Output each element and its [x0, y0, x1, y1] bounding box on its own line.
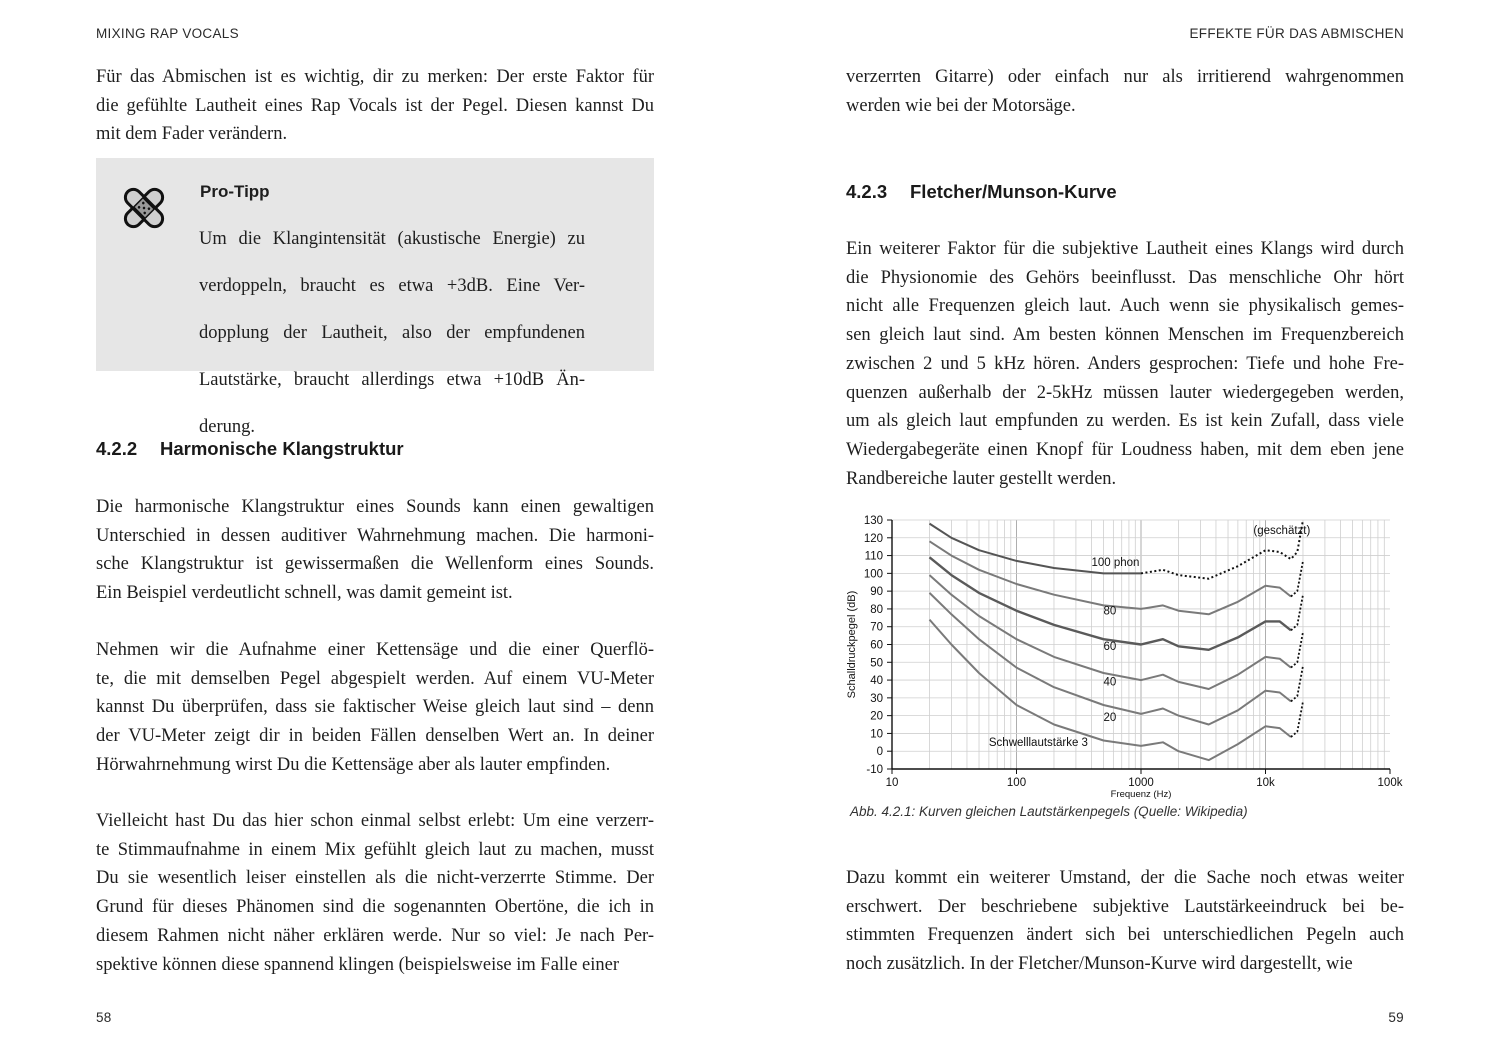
running-header-left: MIXING RAP VOCALS — [96, 26, 239, 41]
fletcher-munson-chart — [840, 510, 1410, 800]
text-line: Ein weiterer Faktor für die subjektive Lautheit eines Klangs wird durch — [846, 239, 1404, 259]
right-intro-paragraph — [846, 63, 1404, 120]
section-heading-4-2-3 — [846, 181, 1117, 203]
y-tick-label: 0 — [876, 746, 883, 759]
pro-tip-title: Pro-Tipp — [200, 182, 270, 201]
curve-label: 60 — [1103, 640, 1117, 653]
text-line: Um die Klangintensität (akustische Energie) zu — [199, 228, 585, 249]
curve-tail-estimated — [1291, 701, 1303, 737]
x-tick-label: 100 — [1006, 777, 1027, 789]
curve-label: 100 phon — [1091, 557, 1140, 570]
text-line: Ein Beispiel verdeutlicht schnell, was damit gemeint ist. — [96, 583, 513, 604]
text-line: nicht alle Frequenzen gleich laut. Auch wenn sie physikalisch gemes- — [846, 296, 1404, 317]
text-line: Lautstärke, braucht allerdings etwa +10dB Än- — [199, 370, 585, 391]
right-paragraph-1 — [846, 235, 1404, 493]
text-line: Wiedergabegeräte einen Knopf für Loudness haben, mit dem eben jene — [846, 439, 1404, 460]
text-line: derung. — [199, 417, 255, 438]
text-line: die Physionomie des Gehörs beeinflusst. Das menschliche Ohr hört — [846, 267, 1404, 288]
text-line: noch zusätzlich. In der Fletcher/Munson-Kurve wird dargestellt, wie — [846, 954, 1353, 975]
estimated-annotation: (geschätzt) — [1253, 525, 1311, 538]
pro-tip-body — [199, 206, 585, 461]
text-line: Nehmen wir die Aufnahme einer Kettensäge und die einer Querflö- — [96, 640, 654, 660]
text-line: verzerrten Gitarre) oder einfach nur als irritierend wahrgenommen — [846, 67, 1404, 87]
text-line: Für das Abmischen ist es wichtig, dir zu merken: Der erste Faktor für — [96, 67, 654, 87]
text-line: kannst Du überprüfen, dass sie faktischer Weise gleich laut sind – denn — [96, 697, 654, 718]
text-line: Randbereiche lauter gestellt werden. — [846, 468, 1117, 489]
running-header-right: EFFEKTE FÜR DAS ABMISCHEN — [1189, 26, 1404, 41]
x-tick-label: 100k — [1377, 777, 1403, 789]
figure-caption: Abb. 4.2.1: Kurven gleichen Lautstärkenpegels (Quelle: Wikipedia) — [850, 804, 1248, 819]
y-tick-label: 110 — [864, 550, 883, 563]
curve-label: Schwelllautstärke 3 — [988, 736, 1088, 749]
text-line: te, die mit demselben Pegel abgespielt werden. Auf einem VU-Meter — [96, 668, 654, 689]
left-paragraph-1 — [96, 493, 654, 608]
text-line: spektive können diese spannend klingen (beispielsweise im Falle einer — [96, 954, 620, 975]
curve-tail-estimated — [1291, 595, 1303, 631]
text-line: quenzen außerhalb der 2-5kHz müssen lauter wiedergegeben werden, — [846, 382, 1404, 403]
text-line: zwischen 2 und 5 kHz hören. Anders gesprochen: Tiefe und hohe Fre- — [846, 353, 1404, 374]
text-line: te Stimmaufnahme in einem Mix gefühlt gleich laut zu machen, musst — [96, 839, 654, 860]
section-number: 4.2.3 — [846, 181, 888, 202]
section-title: Fletcher/Munson-Kurve — [910, 181, 1117, 202]
curve-tail-estimated — [1291, 666, 1303, 702]
y-tick-label: 80 — [870, 603, 883, 616]
text-line: sen gleich laut sind. Am besten können Menschen im Frequenzbereich — [846, 325, 1404, 346]
curve-label: 40 — [1103, 676, 1117, 689]
y-tick-label: 120 — [863, 532, 883, 545]
y-tick-label: 10 — [870, 728, 883, 741]
section-heading-4-2-2 — [96, 438, 404, 460]
curve-label: 20 — [1103, 711, 1117, 724]
x-tick-label: 10 — [885, 777, 899, 789]
text-line: dopplung der Lautheit, also der empfundenen — [199, 322, 585, 343]
section-title: Harmonische Klangstruktur — [160, 438, 404, 459]
text-line: Die harmonische Klangstruktur eines Sounds kann einen gewaltigen — [96, 497, 654, 517]
page-number-left: 58 — [96, 1010, 112, 1025]
y-tick-label: 70 — [870, 621, 883, 634]
y-tick-label: -10 — [866, 764, 883, 776]
y-tick-label: 60 — [870, 639, 883, 652]
left-paragraph-3 — [96, 807, 654, 979]
text-line: die gefühlte Lautheit eines Rap Vocals ist der Pegel. Diesen kannst Du — [96, 95, 654, 116]
y-axis-label: Schalldruckpegel (dB) — [846, 590, 858, 699]
curve-40 — [930, 575, 1291, 689]
text-line: diesem Rahmen nicht näher erklären werde. Nur so viel: Je nach Per- — [96, 925, 654, 946]
y-tick-label: 130 — [863, 515, 883, 527]
text-line: mit dem Fader verändern. — [96, 124, 288, 145]
y-tick-label: 90 — [870, 586, 883, 599]
text-line: Grund für dieses Phänomen sind die sogenannten Obertöne, die ich in — [96, 897, 654, 918]
left-intro-paragraph — [96, 63, 654, 149]
x-axis-label: Frequenz (Hz) — [1110, 789, 1172, 800]
text-line: sche Klangstruktur ist gewissermaßen die Wellenform eines Sounds. — [96, 554, 654, 575]
text-line: Dazu kommt ein weiterer Umstand, der die Sache noch etwas weiter — [846, 868, 1404, 888]
text-line: der VU-Meter zeigt dir in beiden Fällen denselben Wert an. In deiner — [96, 726, 654, 747]
text-line: Du sie wesentlich leiser einstellen als die nicht-verzerrte Stimme. Der — [96, 868, 654, 889]
pro-tip-box — [96, 158, 654, 438]
text-line: Vielleicht hast Du das hier schon einmal selbst erlebt: Um eine verzerr- — [96, 811, 654, 831]
page-number-right: 59 — [1388, 1010, 1404, 1025]
y-tick-label: 40 — [870, 675, 883, 688]
text-line: werden wie bei der Motorsäge. — [846, 95, 1076, 116]
right-paragraph-2 — [846, 864, 1404, 979]
x-tick-label: 10k — [1256, 777, 1275, 789]
text-line: Unterschied in dessen auditiver Wahrnehmung machen. Die harmoni- — [96, 525, 654, 546]
curve-label: 80 — [1103, 605, 1117, 618]
y-tick-label: 30 — [870, 692, 883, 705]
x-tick-label: 1000 — [1128, 777, 1154, 789]
text-line: verdoppeln, braucht es etwa +3dB. Eine Ver- — [199, 275, 585, 296]
text-line: erschwert. Der beschriebene subjektive Lautstärkeeindruck bei be- — [846, 896, 1404, 917]
text-line: stimmten Frequenzen ändert sich bei unterschiedlichen Pegeln auch — [846, 925, 1404, 946]
y-tick-label: 20 — [870, 710, 883, 723]
y-tick-label: 50 — [870, 657, 883, 670]
bandage-icon — [120, 184, 168, 232]
text-line: Hörwahrnehmung wirst Du die Kettensäge aber als lauter empfinden. — [96, 754, 611, 775]
y-tick-label: 100 — [863, 568, 883, 581]
left-paragraph-2 — [96, 636, 654, 780]
text-line: um als gleich laut empfunden zu werden. Es ist kein Zufall, dass viele — [846, 411, 1404, 432]
section-number: 4.2.2 — [96, 438, 138, 459]
